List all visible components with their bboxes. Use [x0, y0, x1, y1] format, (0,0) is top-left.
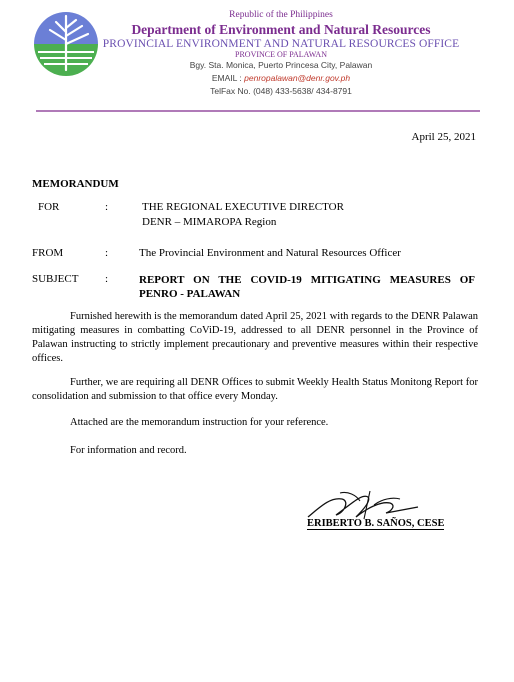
from-value: The Provincial Environment and Natural Resources Officer	[139, 247, 401, 259]
from-label: FROM	[32, 247, 64, 259]
memo-date: April 25, 2021	[411, 131, 476, 143]
memo-title: MEMORANDUM	[32, 178, 119, 190]
office-email	[24, 73, 514, 83]
from-colon: :	[105, 247, 109, 259]
body-paragraph-1: Furnished herewith is the memorandum dated April 25, 2021 with regards to the DENR Palawan mitigating measures in combatting CoViD-19, addressed to all DENR personnel in the Province of Palawan instructing to strictly implement precautionary and preventive measures within their respective offices.	[32, 311, 478, 364]
office-telfax: TelFax No. (048) 433-5638/ 434-8791	[210, 86, 352, 96]
subject-value: REPORT ON THE COVID-19 MITIGATING MEASURES OF PENRO - PALAWAN	[139, 274, 475, 300]
signatory-underline	[307, 529, 444, 530]
body-paragraph-2: Further, we are requiring all DENR Offices to submit Weekly Health Status Monitong Report for consolidation and submission to that office every Monday.	[32, 377, 478, 402]
for-recipient-line1: THE REGIONAL EXECUTIVE DIRECTOR	[142, 201, 344, 213]
department-heading: Department of Environment and Natural Resources	[131, 22, 431, 37]
body-paragraph-4: For information and record.	[70, 445, 187, 456]
subject-label: SUBJECT	[32, 273, 79, 285]
office-heading: PROVINCIAL ENVIRONMENT AND NATURAL RESOURCES OFFICE	[102, 38, 460, 50]
email-link[interactable]: penropalawan@denr.gov.ph	[244, 73, 351, 83]
email-label: EMAIL :	[211, 73, 245, 83]
for-colon: :	[105, 201, 109, 213]
office-address: Bgy. Sta. Monica, Puerto Princesa City, Palawan	[189, 60, 373, 70]
province-heading: PROVINCE OF PALAWAN	[235, 50, 327, 59]
body-paragraph-3: Attached are the memorandum instruction for your reference.	[70, 417, 329, 428]
republic-heading: Republic of the Philippines	[229, 10, 333, 20]
for-label: FOR	[38, 201, 60, 213]
for-recipient-line2: DENR – MIMAROPA Region	[142, 216, 277, 228]
header-divider	[36, 110, 480, 112]
subject-colon: :	[105, 273, 109, 285]
signatory-name: ERIBERTO B. SAÑOS, CESE	[307, 518, 445, 529]
